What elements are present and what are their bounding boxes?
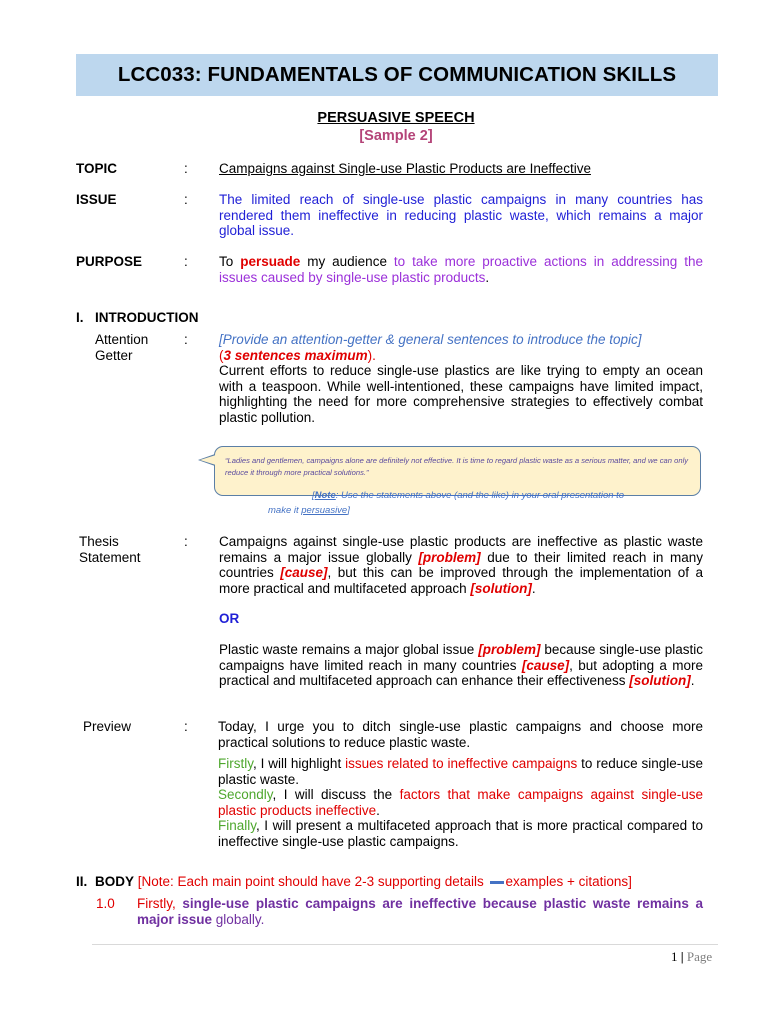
callout-note-line2 xyxy=(268,503,350,518)
thesis1-cause-tag: [cause] xyxy=(280,565,328,580)
body-heading-line xyxy=(95,874,632,889)
body-point-1 xyxy=(137,896,703,927)
attention-instructions xyxy=(219,332,703,425)
intro-heading-num: I. xyxy=(76,310,84,325)
thesis1-part: Campaigns against single-use plastic products are ineffective as plastic waste remains a major issue globally xyxy=(219,534,703,565)
thesis2-part: Plastic waste remains a major global issue xyxy=(219,642,479,657)
thesis1-part: , but this can be improved through the implementation of a more practical and multifaceted approach xyxy=(219,565,703,596)
body-heading-num: II. xyxy=(76,874,88,889)
intro-heading: INTRODUCTION xyxy=(95,310,199,325)
preview1-part: to reduce single-use plastic waste. xyxy=(218,756,703,787)
preview-secondly: Secondly xyxy=(218,787,273,802)
body-point-end: globally. xyxy=(212,911,265,927)
note-line2-pre: make it xyxy=(268,505,302,516)
body-note-part: examples + citations] xyxy=(505,874,632,889)
separator: : xyxy=(184,534,188,549)
thesis-label-line1: Thesis xyxy=(79,534,119,549)
separator: : xyxy=(184,332,188,347)
thesis1-solution-tag: [solution] xyxy=(470,580,532,596)
arrow-right-icon xyxy=(490,881,504,884)
purpose-label: PURPOSE xyxy=(76,254,143,269)
note-persuasive: persuasive xyxy=(301,505,348,516)
attention-label-line1: Attention xyxy=(95,332,149,347)
note-open: [ xyxy=(312,490,315,501)
sample-label: [Sample 2] xyxy=(359,128,433,144)
thesis2-part: , but adopting a more practical and multifaceted approach can enhance their effectiveness xyxy=(219,657,703,688)
attention-limit-text: 3 sentences maximum xyxy=(223,347,368,363)
thesis2-part: . xyxy=(690,673,695,688)
attention-limit-open: ( xyxy=(219,347,224,363)
preview-finally: Finally xyxy=(218,818,257,833)
purpose-period: . xyxy=(485,269,490,285)
preview2-part: . xyxy=(376,802,380,818)
callout-note-line1 xyxy=(312,488,624,503)
thesis2-part: because single-use plastic campaigns have limited reach in many countries xyxy=(219,642,704,673)
issue-text: The limited reach of single-use plastic campaigns in many countries has rendered them ineffective in reducing plastic waste, which remains a major global issue. xyxy=(219,192,703,238)
separator: : xyxy=(184,254,188,269)
body-note-part: [Note: Each main point should have 2-3 supporting details xyxy=(137,874,488,889)
purpose-goal: to take more proactive actions in addressing the issues caused by single-use plastic products xyxy=(219,254,703,285)
preview-point-2 xyxy=(218,787,703,818)
attention-instruction: [Provide an attention-getter & general sentences to introduce the topic] xyxy=(219,332,642,347)
page-num: 1 xyxy=(671,949,678,964)
thesis1-problem-tag: [problem] xyxy=(418,549,481,565)
preview-label: Preview xyxy=(83,719,132,734)
preview2-highlight: factors that make campaigns against single-use plastic products ineffective xyxy=(218,787,703,818)
page-number xyxy=(671,949,712,965)
issue-label: ISSUE xyxy=(76,192,117,207)
separator: : xyxy=(184,719,188,734)
attention-label-line2: Getter xyxy=(95,347,133,363)
thesis2-solution-tag: [solution] xyxy=(629,673,691,688)
thesis-option-1 xyxy=(219,534,703,596)
page-sep: | xyxy=(680,949,684,964)
topic-text: Campaigns against Single-use Plastic Products are Ineffective xyxy=(219,161,591,176)
thesis2-cause-tag: [cause] xyxy=(521,657,570,673)
body-point-claim: single-use plastic campaigns are ineffective because plastic waste remains a major issue xyxy=(137,896,703,927)
thesis2-problem-tag: [problem] xyxy=(478,642,541,657)
preview1-highlight: issues related to ineffective campaigns xyxy=(345,756,578,771)
preview-point-3 xyxy=(218,818,703,849)
page-label: Page xyxy=(686,949,713,964)
preview-lead: Today, I urge you to ditch single-use plastic campaigns and choose more practical solutions to reduce plastic waste. xyxy=(218,719,703,750)
callout-pointer-fill xyxy=(200,455,216,465)
attention-limit-close: ). xyxy=(367,347,376,363)
preview-firstly: Firstly xyxy=(218,756,253,771)
thesis1-part: . xyxy=(531,580,536,596)
attention-label xyxy=(95,332,148,363)
thesis1-part: due to their limited reach in many countries xyxy=(219,549,703,580)
separator: : xyxy=(184,161,188,176)
thesis-label xyxy=(79,534,141,565)
section-title: PERSUASIVE SPEECH xyxy=(317,110,475,126)
purpose-audience: my audience xyxy=(307,254,387,269)
body-point-firstly: Firstly, xyxy=(137,896,183,911)
purpose-persuade: persuade xyxy=(240,254,301,269)
note-close: ] xyxy=(347,505,350,516)
purpose-text xyxy=(219,254,703,285)
preview3-part: , I will present a multifaceted approach that is more practical compared to ineffective single-use plastic campaigns. xyxy=(218,818,703,849)
document-title: LCC033: FUNDAMENTALS OF COMMUNICATION SKILLS xyxy=(76,54,718,96)
thesis-or: OR xyxy=(219,611,240,626)
preview1-part: , I will highlight xyxy=(253,756,346,771)
purpose-to: To xyxy=(219,254,234,269)
note-struck: : Use the statements above (and the like) in your oral presentation to xyxy=(335,490,625,501)
body-note xyxy=(138,874,632,889)
attention-limit xyxy=(219,348,703,364)
thesis-label-line2: Statement xyxy=(79,549,141,565)
body-point-number: 1.0 xyxy=(96,896,115,911)
topic-label: TOPIC xyxy=(76,161,118,176)
preview-point-1 xyxy=(218,756,703,787)
note-word: Note xyxy=(314,490,336,501)
callout-quote: “Ladies and gentlemen, campaigns alone are definitely not effective. It is time to regard plastic waste as a serious matter, and we can only reduce it through more practical solutions.” xyxy=(225,456,689,477)
thesis-option-2 xyxy=(219,642,703,689)
preview2-part: , I will discuss the xyxy=(272,787,400,802)
attention-text: Current efforts to reduce single-use plastics are like trying to empty an ocean with a teaspoon. While well-intentioned, these campaigns have limited impact, highlighting the need for more comprehensive strategies to effectively combat plastic pollution. xyxy=(219,363,703,425)
separator: : xyxy=(184,192,188,207)
body-heading: BODY xyxy=(95,874,135,889)
footer-divider xyxy=(92,944,718,945)
